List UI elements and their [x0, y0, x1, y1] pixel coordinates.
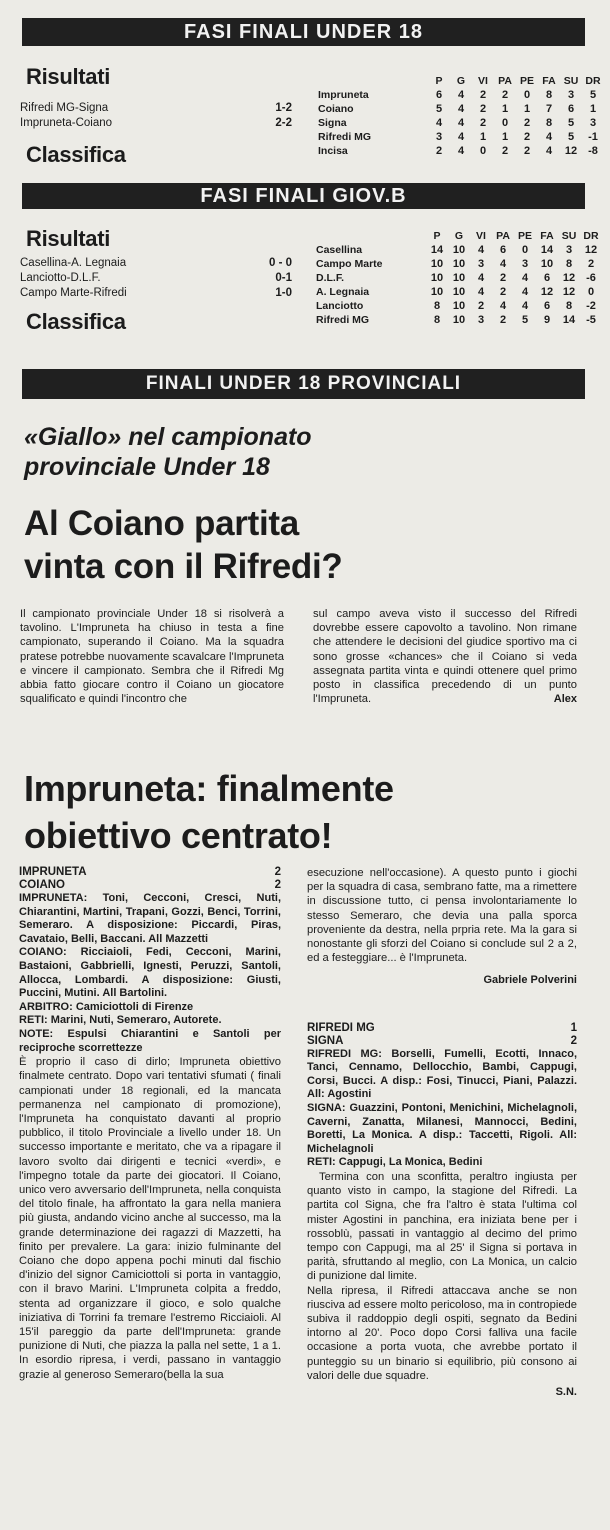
- standings-row: [318, 102, 604, 116]
- stat-cell: -5: [586, 314, 596, 326]
- headline-line: vinta con il Rifredi?: [24, 547, 343, 586]
- article-paragraph: sul campo aveva visto il successo del Rifredi dovrebbe essere capovolto a tavolino. Non rimane che attendere le decisioni del giudice sportivo ma ci sono grosse «chances» che il Coiano si veda assegnata partita vinta e quindi ottenere quel primo posto in classifica precedendo di un punto l'Impruneta.: [313, 608, 577, 706]
- stat-cell: 8: [433, 300, 441, 312]
- stat-cell: 5: [567, 131, 575, 143]
- result-match: Lanciotto-D.L.F.: [20, 272, 101, 284]
- match-score-line: [19, 879, 281, 892]
- col-header: PE: [517, 230, 532, 242]
- stat-cell: 12: [584, 244, 598, 256]
- stat-cell: 6: [435, 89, 443, 101]
- stat-cell: 10: [452, 286, 466, 298]
- standings-row: [316, 313, 602, 327]
- article-author: S.N.: [555, 1386, 577, 1399]
- team-name: RIFREDI MG: [307, 1021, 375, 1034]
- stat-cell: -1: [588, 131, 598, 143]
- stat-cell: 4: [477, 286, 485, 298]
- stat-cell: 2: [501, 145, 509, 157]
- stat-cell: 2: [587, 258, 595, 270]
- stat-cell: 4: [521, 300, 529, 312]
- match-report-column-right: [307, 866, 577, 1399]
- standings-row: [316, 285, 602, 299]
- stat-cell: 14: [540, 244, 554, 256]
- team-name: Impruneta: [318, 89, 369, 101]
- stat-cell: 12: [564, 145, 578, 157]
- article-headline: [24, 502, 589, 588]
- standings-row: [316, 299, 602, 313]
- article-paragraph: Nella ripresa, il Rifredi attaccava anche se non riusciva ad essere molto pericoloso, ma in contropiede subiva il raddoppio degli ospiti, segnato da Bedini intorno al 20'. Poco dopo Corsi falliva una facile occasione a porta vuota, che avrebbe portato il punteggio su un binario si equilibrio, più consono ai valori delle due squadre.: [307, 1284, 577, 1382]
- banner-text: FASI FINALI UNDER 18: [184, 21, 423, 43]
- stat-cell: 3: [477, 258, 485, 270]
- stat-cell: 2: [477, 300, 485, 312]
- result-score: 1-2: [275, 102, 292, 114]
- banner-text: FINALI UNDER 18 PROVINCIALI: [145, 373, 462, 394]
- col-header: PA: [498, 75, 512, 87]
- article-column-left: [20, 607, 284, 706]
- stat-cell: 2: [479, 103, 487, 115]
- stat-cell: 5: [435, 103, 443, 115]
- stat-cell: 0: [501, 117, 509, 129]
- standings-row: [316, 257, 602, 271]
- team-score: 2: [570, 1034, 577, 1047]
- stat-cell: 4: [457, 117, 465, 129]
- team-name: Casellina: [316, 244, 363, 256]
- col-header: VI: [478, 75, 488, 87]
- standings-row: [318, 130, 604, 144]
- standings-table-giovb: [316, 229, 602, 327]
- stat-cell: 0: [523, 89, 531, 101]
- stat-cell: 4: [457, 131, 465, 143]
- col-header: SU: [563, 75, 579, 87]
- article-author: Gabriele Polverini: [483, 974, 577, 987]
- stat-cell: 3: [565, 244, 573, 256]
- stat-cell: 4: [499, 300, 507, 312]
- stat-cell: 3: [521, 258, 529, 270]
- team-name: Rifredi MG: [318, 131, 372, 143]
- col-header: P: [435, 75, 443, 87]
- lineup-impruneta: IMPRUNETA: Toni, Cecconi, Cresci, Nuti, Chiarantini, Martini, Trapani, Gozzi, Benci, Torrini, Semeraro. A disposizione: Piccardi, Piras, Cavataio, Belli, Baccani. All Mazzetti: [19, 892, 281, 945]
- result-match: Campo Marte-Rifredi: [20, 287, 127, 299]
- lineup-coiano: COIANO: Ricciaioli, Fedi, Cecconi, Marini, Bastaioni, Gabbrielli, Ignesti, Peruzzi, Santoli, Allocca, Lombardi. A disposizione: Giusti, Puccini, Mutini. All Bartolini.: [19, 946, 281, 1000]
- stat-cell: 10: [430, 286, 444, 298]
- stat-cell: 4: [477, 272, 485, 284]
- team-name: Signa: [318, 117, 347, 129]
- article-column-right: [313, 607, 577, 707]
- stat-cell: 3: [435, 131, 443, 143]
- standings-header: [318, 74, 604, 88]
- stat-cell: 10: [452, 314, 466, 326]
- stat-cell: 4: [477, 244, 485, 256]
- stat-cell: 1: [589, 103, 597, 115]
- stat-cell: 4: [545, 131, 553, 143]
- stat-cell: 3: [567, 89, 575, 101]
- standings-row: [318, 88, 604, 102]
- stat-cell: 8: [433, 314, 441, 326]
- stat-cell: 5: [521, 314, 529, 326]
- stat-cell: 2: [435, 145, 443, 157]
- banner-text: FASI FINALI GIOV.B: [200, 185, 407, 207]
- article-paragraph: esecuzione nell'occasione). A questo punto i giochi per la squadra di casa, sembrano fatte, ma a rimettere in discussione tutto, ci pensa involontariamente lo stesso Semeraro, che devia una palla sporca proveniente da destra, nella prpria rete. Ma la gara si nonostante gli sforzi del Coiano si conclude sul 2 a 2, ed a festeggiare... è l'Impruneta.: [307, 867, 577, 965]
- col-header: PA: [496, 230, 510, 242]
- stat-cell: 2: [499, 286, 507, 298]
- kicker-line: provinciale Under 18: [24, 453, 270, 481]
- stat-cell: 6: [567, 103, 575, 115]
- result-score: 2-2: [275, 117, 292, 129]
- stat-cell: 2: [523, 131, 531, 143]
- result-row: [20, 256, 292, 271]
- results-list-giovb: [20, 256, 292, 301]
- stat-cell: 10: [430, 258, 444, 270]
- stat-cell: 9: [543, 314, 551, 326]
- result-row: [20, 286, 292, 301]
- stat-cell: 2: [499, 272, 507, 284]
- stat-cell: 8: [545, 117, 553, 129]
- result-row: [20, 116, 292, 131]
- result-row: [20, 101, 292, 116]
- section-banner-under18: [22, 18, 585, 46]
- col-header: G: [454, 230, 464, 242]
- results-list-under18: [20, 101, 292, 131]
- stat-cell: 3: [477, 314, 485, 326]
- team-name: Incisa: [318, 145, 348, 157]
- article-author: Alex: [553, 693, 577, 706]
- stat-cell: 6: [543, 300, 551, 312]
- team-name: Coiano: [318, 103, 354, 115]
- results-label: Risultati: [26, 226, 111, 251]
- standings-row: [318, 144, 604, 158]
- standings-table-under18: [318, 74, 604, 158]
- col-header: DR: [583, 230, 599, 242]
- standings-row: [316, 271, 602, 285]
- stat-cell: 10: [452, 272, 466, 284]
- stat-cell: 5: [567, 117, 575, 129]
- result-score: 1-0: [275, 287, 292, 299]
- stat-cell: 5: [589, 89, 597, 101]
- stat-cell: -6: [586, 272, 596, 284]
- stat-cell: -8: [588, 145, 598, 157]
- stat-cell: 8: [565, 300, 573, 312]
- stat-cell: 12: [540, 286, 554, 298]
- goals-line: RETI: Cappugi, La Monica, Bedini: [307, 1156, 483, 1169]
- stat-cell: 0: [521, 244, 529, 256]
- team-name: Campo Marte: [316, 258, 383, 270]
- stat-cell: 4: [521, 286, 529, 298]
- col-header: PE: [519, 75, 534, 87]
- stat-cell: 1: [501, 131, 509, 143]
- stat-cell: 6: [499, 244, 507, 256]
- stat-cell: 2: [501, 89, 509, 101]
- lineup-signa: SIGNA: Guazzini, Pontoni, Menichini, Michelagnoli, Caverni, Zanatta, Milanesi, Mannocci, Bedini, Boretti, La Monica. A disp.: Taccetti, Rigoli. All: Michelagnoli: [307, 1102, 577, 1155]
- stat-cell: -2: [586, 300, 596, 312]
- stat-cell: 4: [499, 258, 507, 270]
- notes-line: NOTE: Espulsi Chiarantini e Santoli per reciproche scorrettezze: [19, 1027, 281, 1054]
- stat-cell: 14: [562, 314, 576, 326]
- stat-cell: 4: [521, 272, 529, 284]
- standings-row: [318, 116, 604, 130]
- results-label: Risultati: [26, 64, 111, 89]
- referee-line: ARBITRO: Camiciottoli di Firenze: [19, 1000, 194, 1013]
- team-score: 2: [274, 879, 281, 891]
- result-match: Rifredi MG-Signa: [20, 102, 109, 114]
- stat-cell: 8: [545, 89, 553, 101]
- stat-cell: 0: [479, 145, 487, 157]
- team-name: Rifredi MG: [316, 314, 370, 326]
- stat-cell: 4: [435, 117, 443, 129]
- match-score-line: [19, 866, 281, 879]
- team-score: 1: [570, 1021, 577, 1034]
- stat-cell: 2: [523, 117, 531, 129]
- goals-line: RETI: Marini, Nuti, Semeraro, Autorete.: [19, 1014, 222, 1027]
- stat-cell: 6: [543, 272, 551, 284]
- col-header: P: [433, 230, 441, 242]
- stat-cell: 4: [545, 145, 553, 157]
- match-report-column-left: [19, 866, 281, 1382]
- result-score: 0 - 0: [268, 257, 292, 269]
- col-header: DR: [585, 75, 601, 87]
- stat-cell: 2: [479, 89, 487, 101]
- result-row: [20, 271, 292, 286]
- stat-cell: 12: [562, 272, 576, 284]
- section-banner-provinciali: [22, 369, 585, 399]
- article-paragraph: È proprio il caso di dirlo; Impruneta obiettivo finalmete centrato. Dopo vari tentativi sfumati ( finali campionati under 18 regionali, ed la mancata permanenza nel campionato di promozione), l'Impruneta ha conquistato davanti al proprio pubblico, il titolo Provinciale a livello under 18. Un successo importante e meritato, che va a ripagare il lavoro svolto dai dirigenti e tecnici «verdi», e l'impegno totale da parte dei giocatori. Il Coiano, unico vero avversario dell'Impruneta, nella conquista del titolo finale, ha affrontato la gara nella maniera più giusta, andando vicino anche al successo, ma la grande determinazione dei ragazzi di Mazzetti, ha finito per prevalere. La gara: inizio fulminante del Coiano che dopo appena pochi minuti dal fischio d'inizio del signor Camiciottoli si porta in vantaggio, con il bravo Marini. L'Impruneta colpita a freddo, stenta ad organizzare il gioco, e solo qualche iniziativa di Torrini fa tremare l'estremo Ricciaioli. Al 15'il pareggio da parte dell'Impruneta: grande punizione di Nuti, che piazza la palla nel sette, 1 a 1. In esordio ripresa, i verdi, passano in vantaggio grazie al generoso Semeraro(bella la sua: [19, 1056, 281, 1381]
- article-kicker: [24, 422, 584, 482]
- stat-cell: 7: [545, 103, 553, 115]
- result-match: Impruneta-Coiano: [20, 117, 113, 129]
- kicker-line: «Giallo» nel campionato: [24, 423, 312, 451]
- article-headline: [24, 765, 589, 859]
- team-name: COIANO: [19, 879, 65, 891]
- article-paragraph: Il campionato provinciale Under 18 si risolverà a tavolino. L'Impruneta ha chiuso in testa a fine campionato, superando il Coiano. Ma la squadra pratese potrebbe nuovamente scavalcare l'Impruneta e vincere il campionato. Sembra che il Rifredi Mg abbia fatto giocare contro il Coiano un giocatore squalificato e quindi l'incontro che: [20, 608, 284, 706]
- stat-cell: 3: [589, 117, 597, 129]
- team-name: A. Legnaia: [316, 286, 370, 298]
- stat-cell: 2: [523, 145, 531, 157]
- col-header: SU: [561, 230, 577, 242]
- stat-cell: 10: [452, 244, 466, 256]
- col-header: G: [456, 75, 466, 87]
- lineup-rifredi: RIFREDI MG: Borselli, Fumelli, Ecotti, Innaco, Tanci, Cennamo, Dellocchio, Bambi, Cappugi, Corsi, Bucci. A disp.: Fosi, Tinucci, Piani, Palazzi. All: Agostini: [307, 1047, 577, 1101]
- stat-cell: 0: [587, 286, 595, 298]
- stat-cell: 8: [565, 258, 573, 270]
- standings-label: Classifica: [26, 309, 126, 334]
- result-match: Casellina-A. Legnaia: [20, 257, 127, 269]
- team-score: 2: [274, 866, 281, 878]
- headline-line: Impruneta: finalmente: [24, 768, 394, 809]
- stat-cell: 2: [499, 314, 507, 326]
- stat-cell: 1: [523, 103, 531, 115]
- standings-row: [316, 243, 602, 257]
- standings-header: [316, 229, 602, 243]
- col-header: FA: [540, 230, 554, 242]
- stat-cell: 10: [430, 272, 444, 284]
- standings-label: Classifica: [26, 142, 126, 167]
- stat-cell: 10: [452, 300, 466, 312]
- stat-cell: 14: [430, 244, 444, 256]
- team-name: SIGNA: [307, 1034, 344, 1047]
- stat-cell: 1: [479, 131, 487, 143]
- stat-cell: 4: [457, 103, 465, 115]
- team-name: D.L.F.: [316, 272, 344, 284]
- match-score-line: [307, 1035, 577, 1048]
- stat-cell: 10: [540, 258, 554, 270]
- result-score: 0-1: [275, 272, 292, 284]
- article-paragraph: Termina con una sconfitta, peraltro ingiusta per quanto visto in campo, la stagione del Rifredi. La partita col Signa, che fra l'altro è stata l'ultima col mister Agostini in panchina, era iniziata bene per i rossoblù, passati in vantaggio al decimo del primo tempo con Cappugi, ma al 25' il Signa si portava in parità, sfruttando al meglio, con La Monica, un calcio di punizione dal limite.: [307, 1170, 577, 1283]
- col-header: VI: [476, 230, 486, 242]
- headline-line: obiettivo centrato!: [24, 815, 333, 856]
- headline-line: Al Coiano partita: [24, 504, 299, 543]
- col-header: FA: [542, 75, 556, 87]
- stat-cell: 12: [562, 286, 576, 298]
- stat-cell: 4: [457, 89, 465, 101]
- team-name: Lanciotto: [316, 300, 364, 312]
- stat-cell: 4: [457, 145, 465, 157]
- stat-cell: 1: [501, 103, 509, 115]
- match-score-line: [307, 1022, 577, 1035]
- team-name: IMPRUNETA: [19, 866, 87, 878]
- stat-cell: 2: [479, 117, 487, 129]
- stat-cell: 10: [452, 258, 466, 270]
- section-banner-giovb: [22, 183, 585, 209]
